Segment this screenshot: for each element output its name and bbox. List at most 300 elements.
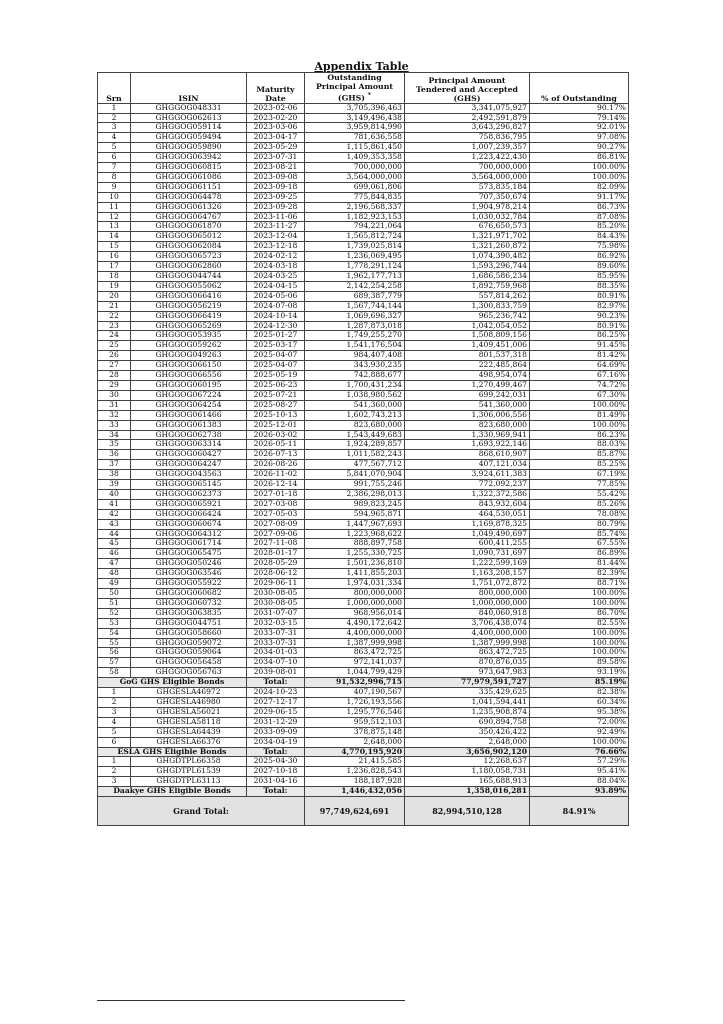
cell-pct: 87.08% xyxy=(530,212,629,222)
table-row xyxy=(98,390,629,400)
cell-tendered: 498,954,074 xyxy=(405,371,530,381)
cell-outstanding: 699,061,806 xyxy=(305,182,405,192)
cell-outstanding: 700,000,000 xyxy=(305,163,405,173)
table-row xyxy=(98,133,629,143)
cell-outstanding: 594,965,871 xyxy=(305,509,405,519)
cell-pct: 100.00% xyxy=(530,638,629,648)
cell-tendered: 335,429,625 xyxy=(405,688,530,698)
table-row xyxy=(98,757,629,767)
table-row xyxy=(98,589,629,599)
cell-pct: 88.35% xyxy=(530,281,629,291)
table-row xyxy=(98,371,629,381)
cell-srn: 53 xyxy=(98,618,131,628)
cell-tendered: 1,322,372,586 xyxy=(405,489,530,499)
cell-srn: 30 xyxy=(98,390,131,400)
subtotal-tendered: 77,979,591,727 xyxy=(405,678,530,688)
cell-outstanding: 1,602,743,213 xyxy=(305,410,405,420)
cell-tendered: 758,836,795 xyxy=(405,133,530,143)
cell-srn: 58 xyxy=(98,668,131,678)
table-row xyxy=(98,579,629,589)
cell-tendered: 1,270,499,467 xyxy=(405,380,530,390)
cell-srn: 34 xyxy=(98,430,131,440)
cell-isin: GHGGOG056219 xyxy=(131,301,247,311)
table-row xyxy=(98,697,629,707)
cell-isin: GHGGOG063942 xyxy=(131,153,247,163)
header-srn: Srn xyxy=(98,73,131,104)
cell-maturity: 2025-04-07 xyxy=(247,351,305,361)
cell-srn: 55 xyxy=(98,638,131,648)
cell-maturity: 2023-08-21 xyxy=(247,163,305,173)
cell-srn: 3 xyxy=(98,777,131,787)
cell-maturity: 2025-07-21 xyxy=(247,390,305,400)
cell-isin: GHGGOG065145 xyxy=(131,480,247,490)
cell-outstanding: 1,411,855,203 xyxy=(305,569,405,579)
cell-srn: 2 xyxy=(98,697,131,707)
cell-isin: GHGGOG066150 xyxy=(131,361,247,371)
cell-maturity: 2023-11-06 xyxy=(247,212,305,222)
grand-total-tendered: 82,994,510,128 xyxy=(405,797,530,826)
table-row xyxy=(98,341,629,351)
cell-srn: 31 xyxy=(98,400,131,410)
cell-pct: 75.98% xyxy=(530,242,629,252)
cell-outstanding: 1,739,025,814 xyxy=(305,242,405,252)
cell-pct: 90.27% xyxy=(530,143,629,153)
cell-isin: GHGGOG062084 xyxy=(131,242,247,252)
cell-tendered: 1,169,878,325 xyxy=(405,519,530,529)
cell-pct: 84.43% xyxy=(530,232,629,242)
cell-isin: GHGGOG063546 xyxy=(131,569,247,579)
cell-maturity: 2031-12-29 xyxy=(247,717,305,727)
table-row xyxy=(98,113,629,123)
cell-maturity: 2029-06-11 xyxy=(247,579,305,589)
cell-srn: 3 xyxy=(98,707,131,717)
table-row xyxy=(98,192,629,202)
table-row xyxy=(98,549,629,559)
table-row xyxy=(98,242,629,252)
cell-isin: GHGGOG063835 xyxy=(131,608,247,618)
table-row xyxy=(98,172,629,182)
cell-pct: 81.44% xyxy=(530,559,629,569)
table-row xyxy=(98,519,629,529)
table-body xyxy=(98,103,629,825)
cell-isin: GHGGOG062613 xyxy=(131,113,247,123)
table-row xyxy=(98,281,629,291)
cell-isin: GHGGOG049263 xyxy=(131,351,247,361)
cell-tendered: 1,330,969,941 xyxy=(405,430,530,440)
cell-isin: GHGGOG062373 xyxy=(131,489,247,499)
cell-isin: GHGGOG060732 xyxy=(131,598,247,608)
cell-maturity: 2028-06-12 xyxy=(247,569,305,579)
cell-pct: 82.97% xyxy=(530,301,629,311)
table-row xyxy=(98,440,629,450)
table-row xyxy=(98,361,629,371)
cell-tendered: 1,180,058,731 xyxy=(405,767,530,777)
cell-srn: 47 xyxy=(98,559,131,569)
subtotal-row xyxy=(98,747,629,757)
cell-maturity: 2023-07-31 xyxy=(247,153,305,163)
cell-maturity: 2025-04-30 xyxy=(247,757,305,767)
cell-maturity: 2034-04-19 xyxy=(247,737,305,747)
cell-pct: 80.91% xyxy=(530,321,629,331)
cell-outstanding: 1,182,923,153 xyxy=(305,212,405,222)
header-outstanding-asterisk: * xyxy=(367,91,372,99)
cell-srn: 16 xyxy=(98,252,131,262)
cell-maturity: 2024-10-14 xyxy=(247,311,305,321)
table-row xyxy=(98,321,629,331)
cell-srn: 32 xyxy=(98,410,131,420)
cell-maturity: 2025-05-19 xyxy=(247,371,305,381)
cell-outstanding: 1,778,291,124 xyxy=(305,262,405,272)
cell-pct: 82.39% xyxy=(530,569,629,579)
cell-maturity: 2026-08-26 xyxy=(247,460,305,470)
cell-outstanding: 1,295,776,546 xyxy=(305,707,405,717)
cell-outstanding: 972,141,037 xyxy=(305,658,405,668)
table-row xyxy=(98,499,629,509)
cell-pct: 85.74% xyxy=(530,529,629,539)
cell-isin: GHGGOG050246 xyxy=(131,559,247,569)
cell-pct: 79.14% xyxy=(530,113,629,123)
cell-tendered: 676,650,573 xyxy=(405,222,530,232)
cell-outstanding: 781,636,558 xyxy=(305,133,405,143)
table-row xyxy=(98,143,629,153)
cell-tendered: 843,932,604 xyxy=(405,499,530,509)
cell-srn: 14 xyxy=(98,232,131,242)
cell-tendered: 1,409,451,006 xyxy=(405,341,530,351)
cell-maturity: 2027-11-08 xyxy=(247,539,305,549)
cell-tendered: 541,360,000 xyxy=(405,400,530,410)
cell-maturity: 2025-01-27 xyxy=(247,331,305,341)
cell-maturity: 2030-08-05 xyxy=(247,589,305,599)
header-outstanding-label: Outstanding Principal Amount (GHS) xyxy=(316,73,393,103)
cell-maturity: 2023-05-29 xyxy=(247,143,305,153)
cell-isin: GHGDTPL63113 xyxy=(131,777,247,787)
cell-pct: 100.00% xyxy=(530,648,629,658)
cell-isin: GHGGOG043563 xyxy=(131,470,247,480)
cell-srn: 54 xyxy=(98,628,131,638)
cell-tendered: 965,236,742 xyxy=(405,311,530,321)
cell-maturity: 2023-09-18 xyxy=(247,182,305,192)
cell-maturity: 2039-08-01 xyxy=(247,668,305,678)
cell-pct: 80.91% xyxy=(530,291,629,301)
cell-isin: GHGDTPL61539 xyxy=(131,767,247,777)
cell-tendered: 868,610,907 xyxy=(405,450,530,460)
cell-isin: GHGGOG066419 xyxy=(131,311,247,321)
cell-tendered: 1,090,731,697 xyxy=(405,549,530,559)
cell-outstanding: 1,000,000,000 xyxy=(305,598,405,608)
cell-srn: 3 xyxy=(98,123,131,133)
cell-outstanding: 1,223,968,622 xyxy=(305,529,405,539)
cell-tendered: 600,411,255 xyxy=(405,539,530,549)
cell-isin: GHGGOG048331 xyxy=(131,103,247,113)
cell-tendered: 1,163,208,157 xyxy=(405,569,530,579)
cell-outstanding: 823,680,000 xyxy=(305,420,405,430)
cell-outstanding: 3,959,814,990 xyxy=(305,123,405,133)
cell-outstanding: 1,501,236,810 xyxy=(305,559,405,569)
cell-outstanding: 968,956,014 xyxy=(305,608,405,618)
cell-srn: 20 xyxy=(98,291,131,301)
table-row xyxy=(98,222,629,232)
cell-srn: 11 xyxy=(98,202,131,212)
cell-srn: 44 xyxy=(98,529,131,539)
cell-srn: 29 xyxy=(98,380,131,390)
cell-isin: GHGGOG044744 xyxy=(131,272,247,282)
table-row xyxy=(98,123,629,133)
cell-isin: GHGGOG061870 xyxy=(131,222,247,232)
cell-pct: 100.00% xyxy=(530,172,629,182)
subtotal-label: ESLA GHS Eligible Bonds xyxy=(98,747,247,757)
subtotal-tendered: 1,358,016,281 xyxy=(405,787,530,797)
header-pct: % of Outstanding xyxy=(530,73,629,104)
cell-maturity: 2024-02-12 xyxy=(247,252,305,262)
cell-tendered: 222,485,864 xyxy=(405,361,530,371)
cell-srn: 33 xyxy=(98,420,131,430)
cell-maturity: 2030-08-05 xyxy=(247,598,305,608)
subtotal-total-label: Total: xyxy=(247,787,305,797)
cell-tendered: 1,751,072,872 xyxy=(405,579,530,589)
grand-total-pct: 84.91% xyxy=(530,797,629,826)
cell-tendered: 1,686,586,234 xyxy=(405,272,530,282)
cell-maturity: 2025-12-01 xyxy=(247,420,305,430)
cell-tendered: 557,814,262 xyxy=(405,291,530,301)
subtotal-row xyxy=(98,787,629,797)
cell-maturity: 2034-01-03 xyxy=(247,648,305,658)
cell-outstanding: 991,755,246 xyxy=(305,480,405,490)
cell-isin: GHGESLA46972 xyxy=(131,688,247,698)
cell-outstanding: 343,930,235 xyxy=(305,361,405,371)
cell-pct: 82.55% xyxy=(530,618,629,628)
cell-maturity: 2031-04-16 xyxy=(247,777,305,787)
cell-outstanding: 888,897,758 xyxy=(305,539,405,549)
cell-isin: GHGGOG059072 xyxy=(131,638,247,648)
table-row xyxy=(98,618,629,628)
cell-srn: 1 xyxy=(98,688,131,698)
cell-outstanding: 989,823,245 xyxy=(305,499,405,509)
cell-isin: GHGGOG059262 xyxy=(131,341,247,351)
cell-isin: GHGGOG065921 xyxy=(131,499,247,509)
table-row xyxy=(98,539,629,549)
cell-isin: GHGGOG044751 xyxy=(131,618,247,628)
table-row xyxy=(98,202,629,212)
cell-pct: 60.34% xyxy=(530,697,629,707)
cell-srn: 4 xyxy=(98,717,131,727)
table-row xyxy=(98,569,629,579)
cell-outstanding: 1,236,828,543 xyxy=(305,767,405,777)
grand-total-label: Grand Total: xyxy=(98,797,305,826)
table-row xyxy=(98,410,629,420)
cell-isin: GHGESLA46980 xyxy=(131,697,247,707)
cell-outstanding: 1,011,582,243 xyxy=(305,450,405,460)
cell-pct: 57.29% xyxy=(530,757,629,767)
cell-pct: 93.19% xyxy=(530,668,629,678)
cell-pct: 89.58% xyxy=(530,658,629,668)
table-row xyxy=(98,727,629,737)
table-row xyxy=(98,153,629,163)
cell-outstanding: 1,726,193,556 xyxy=(305,697,405,707)
cell-isin: GHGGOG060815 xyxy=(131,163,247,173)
cell-outstanding: 1,541,176,504 xyxy=(305,341,405,351)
cell-pct: 55.42% xyxy=(530,489,629,499)
cell-outstanding: 188,187,928 xyxy=(305,777,405,787)
cell-pct: 77.85% xyxy=(530,480,629,490)
cell-isin: GHGGOG061466 xyxy=(131,410,247,420)
cell-tendered: 1,222,599,169 xyxy=(405,559,530,569)
table-row xyxy=(98,777,629,787)
cell-srn: 8 xyxy=(98,172,131,182)
table-row xyxy=(98,163,629,173)
cell-maturity: 2024-03-18 xyxy=(247,262,305,272)
cell-maturity: 2026-12-14 xyxy=(247,480,305,490)
cell-outstanding: 4,490,172,642 xyxy=(305,618,405,628)
cell-pct: 88.04% xyxy=(530,777,629,787)
table-row xyxy=(98,509,629,519)
cell-tendered: 840,060,918 xyxy=(405,608,530,618)
table-row xyxy=(98,767,629,777)
cell-maturity: 2033-07-31 xyxy=(247,628,305,638)
cell-tendered: 3,706,438,074 xyxy=(405,618,530,628)
cell-pct: 85.25% xyxy=(530,460,629,470)
cell-isin: GHGESLA58118 xyxy=(131,717,247,727)
cell-maturity: 2027-08-09 xyxy=(247,519,305,529)
grand-total-outstanding: 97,749,624,691 xyxy=(305,797,405,826)
subtotal-pct: 85.19% xyxy=(530,678,629,688)
cell-pct: 100.00% xyxy=(530,589,629,599)
table-row xyxy=(98,598,629,608)
cell-pct: 86.23% xyxy=(530,430,629,440)
cell-tendered: 1,074,390,482 xyxy=(405,252,530,262)
cell-maturity: 2024-03-25 xyxy=(247,272,305,282)
cell-srn: 9 xyxy=(98,182,131,192)
cell-outstanding: 1,962,177,713 xyxy=(305,272,405,282)
cell-pct: 86.25% xyxy=(530,331,629,341)
cell-maturity: 2028-05-29 xyxy=(247,559,305,569)
cell-srn: 27 xyxy=(98,361,131,371)
page-title: Appendix Table xyxy=(314,60,409,73)
table-row xyxy=(98,638,629,648)
cell-isin: GHGGOG059064 xyxy=(131,648,247,658)
table-row xyxy=(98,420,629,430)
cell-pct: 85.26% xyxy=(530,499,629,509)
cell-tendered: 4,400,000,000 xyxy=(405,628,530,638)
table-row xyxy=(98,182,629,192)
cell-maturity: 2028-01-17 xyxy=(247,549,305,559)
cell-outstanding: 3,564,000,000 xyxy=(305,172,405,182)
cell-pct: 100.00% xyxy=(530,598,629,608)
cell-srn: 22 xyxy=(98,311,131,321)
cell-maturity: 2026-05-11 xyxy=(247,440,305,450)
cell-isin: GHGGOG064254 xyxy=(131,400,247,410)
cell-maturity: 2023-09-08 xyxy=(247,172,305,182)
subtotal-label: GoG GHS Eligible Bonds xyxy=(98,678,247,688)
cell-tendered: 772,092,237 xyxy=(405,480,530,490)
appendix-table xyxy=(97,72,629,826)
cell-tendered: 863,472,725 xyxy=(405,648,530,658)
cell-tendered: 464,530,051 xyxy=(405,509,530,519)
cell-outstanding: 3,149,496,438 xyxy=(305,113,405,123)
table-row xyxy=(98,489,629,499)
table-row xyxy=(98,707,629,717)
cell-tendered: 1,030,032,784 xyxy=(405,212,530,222)
cell-isin: GHGGOG055922 xyxy=(131,579,247,589)
cell-maturity: 2023-04-17 xyxy=(247,133,305,143)
table-row xyxy=(98,450,629,460)
cell-tendered: 573,835,184 xyxy=(405,182,530,192)
cell-pct: 100.00% xyxy=(530,400,629,410)
cell-pct: 67.19% xyxy=(530,470,629,480)
cell-srn: 50 xyxy=(98,589,131,599)
cell-srn: 1 xyxy=(98,103,131,113)
cell-maturity: 2027-10-18 xyxy=(247,767,305,777)
cell-pct: 80.79% xyxy=(530,519,629,529)
cell-pct: 85.87% xyxy=(530,450,629,460)
cell-pct: 92.01% xyxy=(530,123,629,133)
cell-srn: 48 xyxy=(98,569,131,579)
cell-tendered: 1,892,759,968 xyxy=(405,281,530,291)
cell-srn: 6 xyxy=(98,153,131,163)
cell-outstanding: 1,700,431,234 xyxy=(305,380,405,390)
cell-isin: GHGGOG064478 xyxy=(131,192,247,202)
table-row xyxy=(98,262,629,272)
cell-tendered: 3,341,075,927 xyxy=(405,103,530,113)
subtotal-pct: 93.89% xyxy=(530,787,629,797)
cell-srn: 10 xyxy=(98,192,131,202)
cell-pct: 82.09% xyxy=(530,182,629,192)
cell-maturity: 2023-12-04 xyxy=(247,232,305,242)
table-row xyxy=(98,628,629,638)
cell-pct: 74.72% xyxy=(530,380,629,390)
cell-outstanding: 378,875,148 xyxy=(305,727,405,737)
cell-maturity: 2027-05-03 xyxy=(247,509,305,519)
cell-isin: GHGGOG061383 xyxy=(131,420,247,430)
cell-srn: 17 xyxy=(98,262,131,272)
cell-maturity: 2023-09-28 xyxy=(247,202,305,212)
table-row xyxy=(98,380,629,390)
cell-pct: 81.42% xyxy=(530,351,629,361)
cell-isin: GHGGOG066556 xyxy=(131,371,247,381)
cell-pct: 78.08% xyxy=(530,509,629,519)
cell-pct: 67.16% xyxy=(530,371,629,381)
cell-tendered: 1,007,239,357 xyxy=(405,143,530,153)
header-outstanding xyxy=(305,73,405,104)
cell-pct: 86.89% xyxy=(530,549,629,559)
cell-isin: GHGGOG059494 xyxy=(131,133,247,143)
cell-srn: 49 xyxy=(98,579,131,589)
cell-maturity: 2026-11-02 xyxy=(247,470,305,480)
cell-maturity: 2027-09-06 xyxy=(247,529,305,539)
subtotal-row xyxy=(98,678,629,688)
table-row xyxy=(98,688,629,698)
cell-pct: 81.49% xyxy=(530,410,629,420)
cell-tendered: 1,904,978,214 xyxy=(405,202,530,212)
cell-outstanding: 800,000,000 xyxy=(305,589,405,599)
cell-outstanding: 1,447,967,693 xyxy=(305,519,405,529)
cell-maturity: 2023-11-27 xyxy=(247,222,305,232)
cell-isin: GHGGOG066416 xyxy=(131,291,247,301)
cell-pct: 90.23% xyxy=(530,311,629,321)
cell-tendered: 1,321,971,702 xyxy=(405,232,530,242)
cell-isin: GHGESLA66376 xyxy=(131,737,247,747)
cell-tendered: 350,426,422 xyxy=(405,727,530,737)
cell-outstanding: 541,360,000 xyxy=(305,400,405,410)
cell-isin: GHGGOG063314 xyxy=(131,440,247,450)
cell-isin: GHGGOG058660 xyxy=(131,628,247,638)
table-row xyxy=(98,301,629,311)
subtotal-outstanding: 4,770,195,920 xyxy=(305,747,405,757)
table-row xyxy=(98,430,629,440)
cell-maturity: 2032-03-15 xyxy=(247,618,305,628)
cell-outstanding: 477,567,712 xyxy=(305,460,405,470)
cell-srn: 13 xyxy=(98,222,131,232)
cell-tendered: 699,242,031 xyxy=(405,390,530,400)
